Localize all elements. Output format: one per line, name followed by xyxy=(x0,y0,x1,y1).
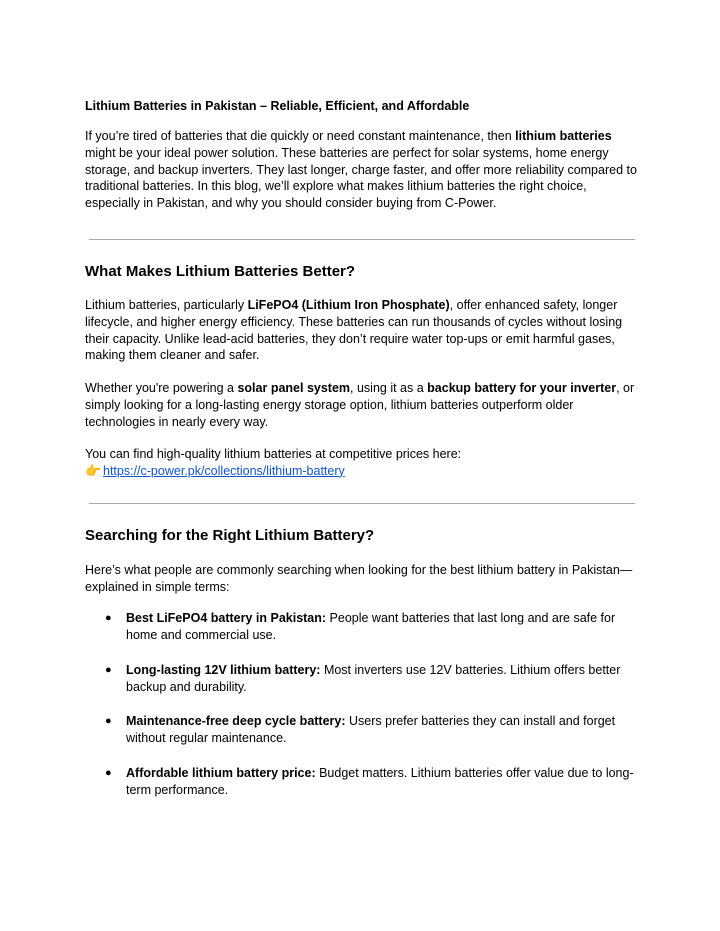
lithium-battery-link[interactable]: https://c-power.pk/collections/lithium-battery xyxy=(103,463,345,478)
section1-paragraph-3 xyxy=(85,446,637,480)
p2-text-1: Whether you're powering a xyxy=(85,381,238,395)
list-item xyxy=(126,662,638,696)
list-item-label: Maintenance-free deep cycle battery: xyxy=(126,714,346,728)
p1-bold-lifepo4: LiFePO4 (Lithium Iron Phosphate) xyxy=(247,298,450,312)
intro-text-2: might be your ideal power solution. These batteries are perfect for solar systems, home energy storage, and backup inverters. They last longer, charge faster, and offer more reliability compared to traditional batteries. In this blog, we’ll explore what makes lithium batteries the right choice, especially in Pakistan, and why you should consider buying from C-Power. xyxy=(85,145,637,211)
section1-paragraph-1 xyxy=(85,297,637,364)
divider-1 xyxy=(89,239,635,240)
bullet-icon: ● xyxy=(105,612,112,624)
pointing-hand-icon: 👉 xyxy=(85,462,102,478)
p1-text-1: Lithium batteries, particularly xyxy=(85,298,248,312)
p2-bold-solar-panel-system: solar panel system xyxy=(237,381,351,395)
p2-bold-backup-battery: backup battery for your inverter xyxy=(427,381,617,395)
divider-2 xyxy=(89,503,635,504)
bullet-icon: ● xyxy=(105,767,112,779)
list-item-label: Affordable lithium battery price: xyxy=(126,766,316,780)
section-heading-better: What Makes Lithium Batteries Better? xyxy=(85,263,356,280)
section1-paragraph-2 xyxy=(85,380,637,430)
intro-text-1: If you’re tired of batteries that die quickly or need constant maintenance, then xyxy=(85,129,516,143)
bullet-icon: ● xyxy=(105,715,112,727)
intro-bold-lithium-batteries: lithium batteries xyxy=(515,129,612,143)
list-item-text: People want batteries that last long and are safe for home and commercial use. xyxy=(126,611,616,642)
list-item-text: Most inverters use 12V batteries. Lithium offers better backup and durability. xyxy=(126,663,621,694)
list-item xyxy=(126,713,638,747)
document-title: Lithium Batteries in Pakistan – Reliable, Efficient, and Affordable xyxy=(85,99,470,113)
bullet-icon: ● xyxy=(105,664,112,676)
list-item-label: Long-lasting 12V lithium battery: xyxy=(126,663,321,677)
section-heading-searching: Searching for the Right Lithium Battery? xyxy=(85,527,375,544)
list-item-label: Best LiFePO4 battery in Pakistan: xyxy=(126,611,327,625)
intro-paragraph xyxy=(85,128,637,212)
list-item xyxy=(126,610,638,644)
p3-text: You can find high-quality lithium batteries at competitive prices here: xyxy=(85,447,462,461)
p2-text-3: , or simply looking for a long-lasting energy storage option, lithium batteries outperform older technologies in nearly every way. xyxy=(85,381,635,429)
p1-text-2: , offer enhanced safety, longer lifecycle, and higher energy efficiency. These batteries can run thousands of cycles without losing their capacity. Unlike lead-acid batteries, they don’t require water top-ups or emit harmful gases, making them cleaner and safer. xyxy=(85,298,623,363)
list-item-text: Budget matters. Lithium batteries offer value due to long-term performance. xyxy=(126,766,634,797)
section2-intro: Here’s what people are commonly searching when looking for the best lithium battery in Pakistan—explained in simple terms: xyxy=(85,563,633,594)
p2-text-2: , using it as a xyxy=(350,381,428,395)
list-item-text: Users prefer batteries they can install and forget without regular maintenance. xyxy=(126,714,616,745)
list-item xyxy=(126,765,638,799)
